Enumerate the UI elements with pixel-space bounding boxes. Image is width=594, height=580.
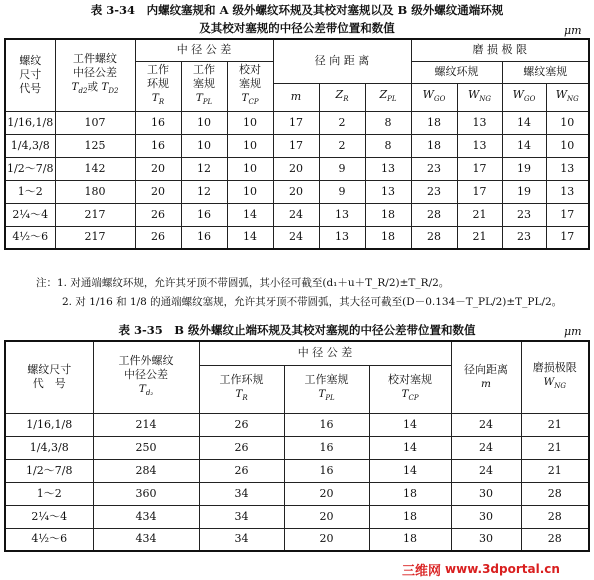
- table-cell: 28: [521, 505, 589, 528]
- table-cell: 10: [181, 134, 227, 157]
- table-cell: 125: [55, 134, 135, 157]
- table-cell: 14: [369, 413, 451, 436]
- table-cell: 2¼～4: [5, 203, 55, 226]
- table-cell: 10: [181, 111, 227, 134]
- table-cell: 13: [365, 180, 411, 203]
- table-cell: 28: [521, 482, 589, 505]
- table-cell: 24: [273, 226, 319, 249]
- table-cell: 13: [457, 134, 502, 157]
- table-cell: 10: [546, 134, 589, 157]
- table-row: [5, 134, 589, 157]
- table35: [4, 340, 590, 552]
- table-cell: 21: [521, 459, 589, 482]
- table-cell: 284: [93, 459, 199, 482]
- table-cell: 26: [199, 459, 284, 482]
- table-cell: 1/2～7/8: [5, 459, 93, 482]
- table-cell: 434: [93, 505, 199, 528]
- table-cell: 4½～6: [5, 226, 55, 249]
- watermark: [402, 560, 590, 578]
- table-row: [5, 436, 589, 459]
- table-cell: 217: [55, 226, 135, 249]
- table-cell: 14: [502, 111, 546, 134]
- table-row: [5, 111, 589, 134]
- table-cell: 26: [135, 203, 181, 226]
- table-cell: 18: [365, 203, 411, 226]
- table-cell: 16: [135, 134, 181, 157]
- table-cell: 9: [319, 157, 365, 180]
- t34-header-zr: $Z_R$: [319, 83, 365, 111]
- t34-header-wng-ring: $W_{NG}$: [457, 83, 502, 111]
- table-cell: 18: [365, 226, 411, 249]
- table-cell: 434: [93, 528, 199, 551]
- table-cell: 2¼～4: [5, 505, 93, 528]
- table-cell: 19: [502, 157, 546, 180]
- table-cell: 34: [199, 482, 284, 505]
- table-cell: 26: [135, 226, 181, 249]
- table-row: [5, 157, 589, 180]
- table-cell: 30: [451, 505, 521, 528]
- table-cell: 214: [93, 413, 199, 436]
- t34-header-wng-plug: $W_{NG}$: [546, 83, 589, 111]
- t35-header-work-tolerance: 工件外螺纹 中径公差 $T_{d_2}$: [93, 341, 199, 413]
- table-cell: 20: [284, 528, 369, 551]
- table-cell: 20: [284, 505, 369, 528]
- table-cell: 14: [502, 134, 546, 157]
- table-cell: 12: [181, 180, 227, 203]
- table-cell: 14: [369, 436, 451, 459]
- t34-note-2: 2. 对 1/16 和 1/8 的通端螺纹塞规，允许其牙顶不带圆弧，其大径可截至(D－0.134－T_PL/2)±T_PL/2。: [62, 296, 563, 308]
- table-cell: 360: [93, 482, 199, 505]
- table-cell: 14: [227, 226, 273, 249]
- table-cell: 10: [227, 111, 273, 134]
- table-row: [5, 528, 589, 551]
- table-row: [5, 459, 589, 482]
- table-cell: 26: [199, 413, 284, 436]
- table-cell: 28: [411, 226, 457, 249]
- t35-header-check: 校对塞规 $T_{CP}$: [369, 365, 451, 413]
- watermark-site-name: 三维网: [402, 563, 442, 579]
- table-cell: 10: [227, 134, 273, 157]
- table-cell: 14: [369, 459, 451, 482]
- table-cell: 20: [273, 157, 319, 180]
- t35-header-ring: 工作环规 $T_R$: [199, 365, 284, 413]
- table34: [4, 38, 590, 250]
- table-cell: 2: [319, 111, 365, 134]
- t35-header-wear: 磨损极限 $W_{NG}$: [521, 341, 589, 413]
- table-cell: 21: [521, 436, 589, 459]
- table-cell: 18: [411, 134, 457, 157]
- table-cell: 17: [546, 203, 589, 226]
- table-cell: 16: [181, 203, 227, 226]
- table-row: [5, 226, 589, 249]
- table-cell: 8: [365, 134, 411, 157]
- table-cell: 24: [451, 413, 521, 436]
- table-cell: 24: [451, 459, 521, 482]
- table-cell: 13: [365, 157, 411, 180]
- table-cell: 142: [55, 157, 135, 180]
- table-cell: 9: [319, 180, 365, 203]
- table-cell: 20: [135, 157, 181, 180]
- t34-header-plug: 工作 塞规 $T_{PL}$: [181, 61, 227, 111]
- table-row: [5, 505, 589, 528]
- table-cell: 17: [273, 111, 319, 134]
- table-cell: 23: [502, 203, 546, 226]
- table-cell: 13: [319, 226, 365, 249]
- table34-title-line1: 表 3-34 内螺纹塞规和 A 级外螺纹环规及其校对塞规以及 B 级外螺纹通端环规: [90, 3, 504, 17]
- table-cell: 30: [451, 528, 521, 551]
- table-cell: 250: [93, 436, 199, 459]
- t34-header-check: 校对 塞规 $T_{CP}$: [227, 61, 273, 111]
- t34-header-pitch-tolerance: 中 径 公 差: [135, 39, 273, 61]
- table-cell: 21: [457, 226, 502, 249]
- table-cell: 17: [273, 134, 319, 157]
- table-cell: 10: [227, 157, 273, 180]
- table-cell: 1～2: [5, 482, 93, 505]
- table-cell: 217: [55, 203, 135, 226]
- table-cell: 26: [199, 436, 284, 459]
- table-cell: 4½～6: [5, 528, 93, 551]
- table-cell: 16: [284, 459, 369, 482]
- table-cell: 20: [135, 180, 181, 203]
- table-cell: 10: [546, 111, 589, 134]
- t34-header-size: 螺纹 尺寸 代号: [5, 39, 55, 111]
- table-cell: 13: [546, 180, 589, 203]
- t34-header-m: m: [273, 83, 319, 111]
- t34-header-radial-distance: 径 向 距 离: [273, 39, 411, 83]
- table-cell: 8: [365, 111, 411, 134]
- table-cell: 21: [521, 413, 589, 436]
- t34-body: [5, 111, 589, 249]
- table-cell: 17: [457, 180, 502, 203]
- table-cell: 34: [199, 505, 284, 528]
- table-cell: 16: [284, 413, 369, 436]
- table-cell: 24: [273, 203, 319, 226]
- table-cell: 17: [457, 157, 502, 180]
- t34-header-work-tolerance: 工件螺纹 中径公差 $T_{d2}$或 $T_{D2}$: [55, 39, 135, 111]
- t35-header-plug: 工作塞规 $T_{PL}$: [284, 365, 369, 413]
- table34-title-line2: 及其校对塞规的中径公差带位置和数值: [199, 21, 395, 35]
- table-cell: 21: [457, 203, 502, 226]
- table-cell: 16: [181, 226, 227, 249]
- table-cell: 17: [546, 226, 589, 249]
- table-cell: 34: [199, 528, 284, 551]
- table-cell: 14: [227, 203, 273, 226]
- table-row: [5, 180, 589, 203]
- table34-unit: μm: [564, 24, 582, 37]
- watermark-url: www.3dportal.cn: [445, 562, 560, 576]
- table-cell: 28: [411, 203, 457, 226]
- table-row: [5, 413, 589, 436]
- t34-header-wear-plug: 螺纹塞规: [502, 61, 589, 83]
- table-cell: 18: [411, 111, 457, 134]
- table35-title: 表 3-35 B 级外螺纹止端环规及其校对塞规的中径公差带位置和数值: [118, 323, 476, 337]
- table-cell: 13: [546, 157, 589, 180]
- table-cell: 18: [369, 505, 451, 528]
- table-cell: 1/4,3/8: [5, 134, 55, 157]
- table-cell: 23: [502, 226, 546, 249]
- t34-header-wear-limit: 磨 损 极 限: [411, 39, 589, 61]
- table-cell: 107: [55, 111, 135, 134]
- t34-header-wear-ring: 螺纹环规: [411, 61, 502, 83]
- table-cell: 1/16,1/8: [5, 111, 55, 134]
- t34-header-ring: 工作 环规 $T_R$: [135, 61, 181, 111]
- table-cell: 23: [411, 180, 457, 203]
- table-row: [5, 482, 589, 505]
- table-cell: 20: [284, 482, 369, 505]
- table-cell: 28: [521, 528, 589, 551]
- table35-unit: μm: [564, 325, 582, 338]
- t34-note-1: 注：1. 对通端螺纹环规，允许其牙顶不带圆弧，其小径可截至(d₁＋u＋T_R/2)±T_R/2。: [36, 277, 450, 289]
- table-cell: 20: [273, 180, 319, 203]
- t35-header-size: 螺纹尺寸 代 号: [5, 341, 93, 413]
- t35-body: [5, 413, 589, 551]
- table-cell: 16: [284, 436, 369, 459]
- table-cell: 18: [369, 482, 451, 505]
- t34-header-wgo-plug: $W_{GO}$: [502, 83, 546, 111]
- table-cell: 18: [369, 528, 451, 551]
- table-row: [5, 203, 589, 226]
- table-cell: 13: [319, 203, 365, 226]
- table-cell: 12: [181, 157, 227, 180]
- t34-header-zpl: $Z_{PL}$: [365, 83, 411, 111]
- table-cell: 16: [135, 111, 181, 134]
- table-cell: 19: [502, 180, 546, 203]
- table-cell: 180: [55, 180, 135, 203]
- t34-header-wgo-ring: $W_{GO}$: [411, 83, 457, 111]
- table-cell: 30: [451, 482, 521, 505]
- table-cell: 13: [457, 111, 502, 134]
- table-cell: 1/16,1/8: [5, 413, 93, 436]
- table-cell: 2: [319, 134, 365, 157]
- table-cell: 1～2: [5, 180, 55, 203]
- table-cell: 1/4,3/8: [5, 436, 93, 459]
- t35-header-radial: 径向距离 m: [451, 341, 521, 413]
- table-cell: 23: [411, 157, 457, 180]
- t35-header-pitch-tolerance: 中 径 公 差: [199, 341, 451, 365]
- table-cell: 1/2～7/8: [5, 157, 55, 180]
- table-cell: 24: [451, 436, 521, 459]
- table-cell: 10: [227, 180, 273, 203]
